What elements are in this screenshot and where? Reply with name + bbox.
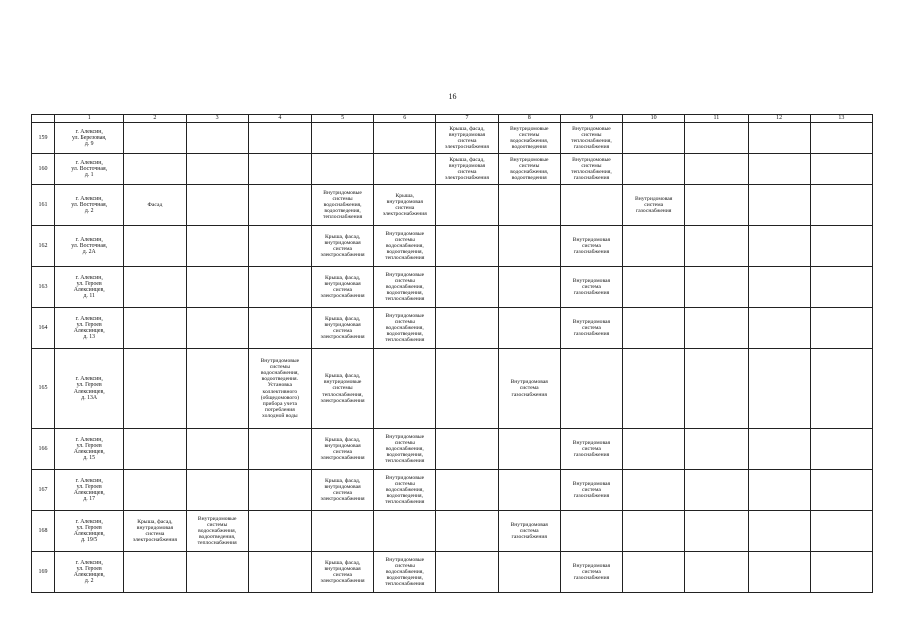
work-cell-c12	[748, 429, 810, 470]
work-cell-c3	[186, 349, 248, 429]
work-cell-c6: Внутридомовые системы водоснабжения, водоотведения, теплоснабжения	[374, 429, 436, 470]
column-header: 6	[374, 115, 436, 123]
work-cell-c11	[685, 349, 748, 429]
work-cell-c9: Внутридомовая система газоснабжения	[560, 308, 622, 349]
row-number-cell: 168	[32, 511, 55, 552]
work-cell-c6: Внутридомовые системы водоснабжения, водоотведения, теплоснабжения	[374, 226, 436, 267]
address-cell: г. Алексин, ул. Восточная, д. 2	[55, 185, 124, 226]
work-cell-c12	[748, 154, 810, 185]
work-cell-c10	[623, 123, 685, 154]
column-header: 13	[810, 115, 872, 123]
work-cell-c13	[810, 267, 872, 308]
work-cell-c6	[374, 349, 436, 429]
work-cell-c4	[248, 154, 311, 185]
work-cell-c10	[623, 470, 685, 511]
column-header: 7	[436, 115, 498, 123]
work-cell-c2: Фасад	[124, 185, 186, 226]
work-cell-c3	[186, 552, 248, 593]
column-header: 9	[560, 115, 622, 123]
work-cell-c8: Внутридомовая система газоснабжения	[498, 511, 560, 552]
work-cell-c12	[748, 470, 810, 511]
table-row	[32, 154, 873, 185]
work-cell-c2	[124, 308, 186, 349]
work-cell-c11	[685, 267, 748, 308]
table-row	[32, 470, 873, 511]
work-cell-c12	[748, 123, 810, 154]
work-cell-c9	[560, 185, 622, 226]
work-cell-c8	[498, 267, 560, 308]
work-cell-c5	[311, 123, 373, 154]
work-cell-c3	[186, 226, 248, 267]
work-cell-c8: Внутридомовые системы водоснабжения, водоотведения	[498, 154, 560, 185]
address-cell: г. Алексин, ул. Восточная, д. 1	[55, 154, 124, 185]
column-header: 12	[748, 115, 810, 123]
work-cell-c7	[436, 349, 498, 429]
work-cell-c8	[498, 429, 560, 470]
work-cell-c6: Внутридомовые системы водоснабжения, водоотведения, теплоснабжения	[374, 552, 436, 593]
work-cell-c12	[748, 267, 810, 308]
work-cell-c13	[810, 308, 872, 349]
work-cell-c6	[374, 123, 436, 154]
table-body	[32, 123, 873, 593]
row-number-cell: 166	[32, 429, 55, 470]
work-cell-c13	[810, 226, 872, 267]
work-cell-c10	[623, 511, 685, 552]
work-cell-c7	[436, 226, 498, 267]
address-cell: г. Алексин, ул. Героев Алексинцев, д. 13	[55, 308, 124, 349]
work-cell-c2	[124, 226, 186, 267]
work-cell-c9: Внутридомовые системы теплоснабжения, газоснабжения	[560, 154, 622, 185]
address-cell: г. Алексин, ул. Героев Алексинцев, д. 19/5	[55, 511, 124, 552]
work-cell-c3	[186, 267, 248, 308]
work-cell-c11	[685, 308, 748, 349]
work-cell-c12	[748, 226, 810, 267]
work-cell-c8	[498, 470, 560, 511]
work-cell-c7	[436, 552, 498, 593]
work-cell-c11	[685, 429, 748, 470]
work-cell-c10	[623, 429, 685, 470]
row-number-cell: 160	[32, 154, 55, 185]
work-cell-c7	[436, 511, 498, 552]
work-cell-c11	[685, 226, 748, 267]
work-cell-c5: Внутридомовые системы водоснабжения, водоотведения, теплоснабжения	[311, 185, 373, 226]
work-cell-c13	[810, 470, 872, 511]
work-cell-c12	[748, 308, 810, 349]
work-cell-c2	[124, 429, 186, 470]
work-cell-c9: Внутридомовая система газоснабжения	[560, 552, 622, 593]
work-cell-c9	[560, 349, 622, 429]
work-cell-c10	[623, 308, 685, 349]
work-cell-c2	[124, 123, 186, 154]
row-number-cell: 169	[32, 552, 55, 593]
work-cell-c4	[248, 511, 311, 552]
work-cell-c12	[748, 185, 810, 226]
page-number: 16	[448, 92, 457, 101]
work-cell-c4: Внутридомовые системы водоснабжения, водоотведения. Установка коллективного (общедомового) прибора учета потребления холодной воды	[248, 349, 311, 429]
work-cell-c6: Внутридомовые системы водоснабжения, водоотведения, теплоснабжения	[374, 267, 436, 308]
work-cell-c9: Внутридомовая система газоснабжения	[560, 429, 622, 470]
work-cell-c4	[248, 185, 311, 226]
work-cell-c5: Крыша, фасад, внутридомовая система электроснабжения	[311, 267, 373, 308]
work-cell-c9: Внутридомовая система газоснабжения	[560, 267, 622, 308]
work-cell-c4	[248, 552, 311, 593]
work-cell-c5: Крыша, фасад, внутридомовая система электроснабжения	[311, 552, 373, 593]
work-cell-c3	[186, 470, 248, 511]
work-cell-c9: Внутридомовая система газоснабжения	[560, 470, 622, 511]
work-cell-c8	[498, 308, 560, 349]
work-cell-c9: Внутридомовая система газоснабжения	[560, 226, 622, 267]
table-row	[32, 226, 873, 267]
address-cell: г. Алексин, ул. Березовая, д. 9	[55, 123, 124, 154]
work-schedule-table	[31, 114, 873, 593]
address-cell: г. Алексин, ул. Восточная, д. 2А	[55, 226, 124, 267]
work-cell-c4	[248, 470, 311, 511]
work-cell-c2	[124, 154, 186, 185]
work-cell-c5: Крыша, фасад, внутридомовая система электроснабжения	[311, 470, 373, 511]
work-cell-c3: Внутридомовые системы водоснабжения, водоотведения, теплоснабжения	[186, 511, 248, 552]
column-header	[32, 115, 55, 123]
row-number-cell: 167	[32, 470, 55, 511]
work-cell-c7: Крыша, фасад, внутридомовая система электроснабжения	[436, 154, 498, 185]
table-row	[32, 552, 873, 593]
column-header: 1	[55, 115, 124, 123]
work-cell-c9: Внутридомовые системы теплоснабжения, газоснабжения	[560, 123, 622, 154]
column-header: 5	[311, 115, 373, 123]
column-header: 4	[248, 115, 311, 123]
row-number-cell: 165	[32, 349, 55, 429]
column-number-row	[32, 115, 873, 123]
work-cell-c6: Внутридомовые системы водоснабжения, водоотведения, теплоснабжения	[374, 308, 436, 349]
row-number-cell: 163	[32, 267, 55, 308]
work-cell-c8	[498, 552, 560, 593]
work-cell-c11	[685, 552, 748, 593]
column-header: 11	[685, 115, 748, 123]
work-cell-c8	[498, 185, 560, 226]
work-cell-c6	[374, 154, 436, 185]
work-cell-c7: Крыша, фасад, внутридомовая система электроснабжения	[436, 123, 498, 154]
work-cell-c4	[248, 267, 311, 308]
work-cell-c6: Крыша, внутридомовая система электроснабжения	[374, 185, 436, 226]
work-cell-c4	[248, 429, 311, 470]
work-cell-c13	[810, 123, 872, 154]
work-cell-c3	[186, 308, 248, 349]
work-cell-c3	[186, 429, 248, 470]
work-cell-c13	[810, 429, 872, 470]
work-cell-c8	[498, 226, 560, 267]
work-cell-c6: Внутридомовые системы водоснабжения, водоотведения, теплоснабжения	[374, 470, 436, 511]
row-number-cell: 161	[32, 185, 55, 226]
column-header: 2	[124, 115, 186, 123]
address-cell: г. Алексин, ул. Героев Алексинцев, д. 11	[55, 267, 124, 308]
table-row	[32, 267, 873, 308]
table-row	[32, 429, 873, 470]
column-header: 8	[498, 115, 560, 123]
work-cell-c4	[248, 226, 311, 267]
work-cell-c7	[436, 308, 498, 349]
work-cell-c6	[374, 511, 436, 552]
table-row	[32, 511, 873, 552]
column-header: 3	[186, 115, 248, 123]
work-cell-c13	[810, 349, 872, 429]
work-cell-c3	[186, 154, 248, 185]
work-cell-c10	[623, 267, 685, 308]
work-cell-c7	[436, 429, 498, 470]
row-number-cell: 164	[32, 308, 55, 349]
work-cell-c2	[124, 267, 186, 308]
work-cell-c2	[124, 349, 186, 429]
work-cell-c5	[311, 154, 373, 185]
work-cell-c7	[436, 185, 498, 226]
address-cell: г. Алексин, ул. Героев Алексинцев, д. 2	[55, 552, 124, 593]
work-cell-c8: Внутридомовые системы водоснабжения, водоотведения	[498, 123, 560, 154]
work-cell-c7	[436, 470, 498, 511]
work-cell-c4	[248, 308, 311, 349]
work-cell-c12	[748, 552, 810, 593]
work-cell-c7	[436, 267, 498, 308]
work-cell-c10	[623, 552, 685, 593]
work-cell-c11	[685, 185, 748, 226]
work-cell-c2: Крыша, фасад, внутридомовая система электроснабжения	[124, 511, 186, 552]
work-cell-c10: Внутридомовая система газоснабжения	[623, 185, 685, 226]
work-cell-c11	[685, 123, 748, 154]
work-cell-c5: Крыша, фасад, внутридомовая система электроснабжения	[311, 429, 373, 470]
work-cell-c11	[685, 511, 748, 552]
work-cell-c3	[186, 123, 248, 154]
work-cell-c13	[810, 511, 872, 552]
work-cell-c13	[810, 185, 872, 226]
work-cell-c5: Крыша, фасад, внутридомовая система электроснабжения	[311, 308, 373, 349]
table-row	[32, 308, 873, 349]
work-cell-c4	[248, 123, 311, 154]
row-number-cell: 162	[32, 226, 55, 267]
row-number-cell: 159	[32, 123, 55, 154]
work-cell-c11	[685, 154, 748, 185]
table-row	[32, 185, 873, 226]
work-cell-c10	[623, 349, 685, 429]
work-cell-c5: Крыша, фасад, внутридомовая система электроснабжения	[311, 226, 373, 267]
work-cell-c11	[685, 470, 748, 511]
table-row	[32, 123, 873, 154]
work-cell-c3	[186, 185, 248, 226]
work-cell-c12	[748, 349, 810, 429]
work-cell-c13	[810, 552, 872, 593]
work-cell-c9	[560, 511, 622, 552]
work-cell-c13	[810, 154, 872, 185]
work-cell-c12	[748, 511, 810, 552]
table-row	[32, 349, 873, 429]
work-cell-c8: Внутридомовая система газоснабжения	[498, 349, 560, 429]
address-cell: г. Алексин, ул. Героев Алексинцев, д. 13А	[55, 349, 124, 429]
address-cell: г. Алексин, ул. Героев Алексинцев, д. 15	[55, 429, 124, 470]
work-cell-c10	[623, 154, 685, 185]
work-cell-c10	[623, 226, 685, 267]
work-cell-c2	[124, 552, 186, 593]
work-cell-c5	[311, 511, 373, 552]
address-cell: г. Алексин, ул. Героев Алексинцев, д. 17	[55, 470, 124, 511]
work-cell-c5: Крыша, фасад, внутридомовые системы теплоснабжения, электроснабжения	[311, 349, 373, 429]
work-cell-c2	[124, 470, 186, 511]
column-header: 10	[623, 115, 685, 123]
